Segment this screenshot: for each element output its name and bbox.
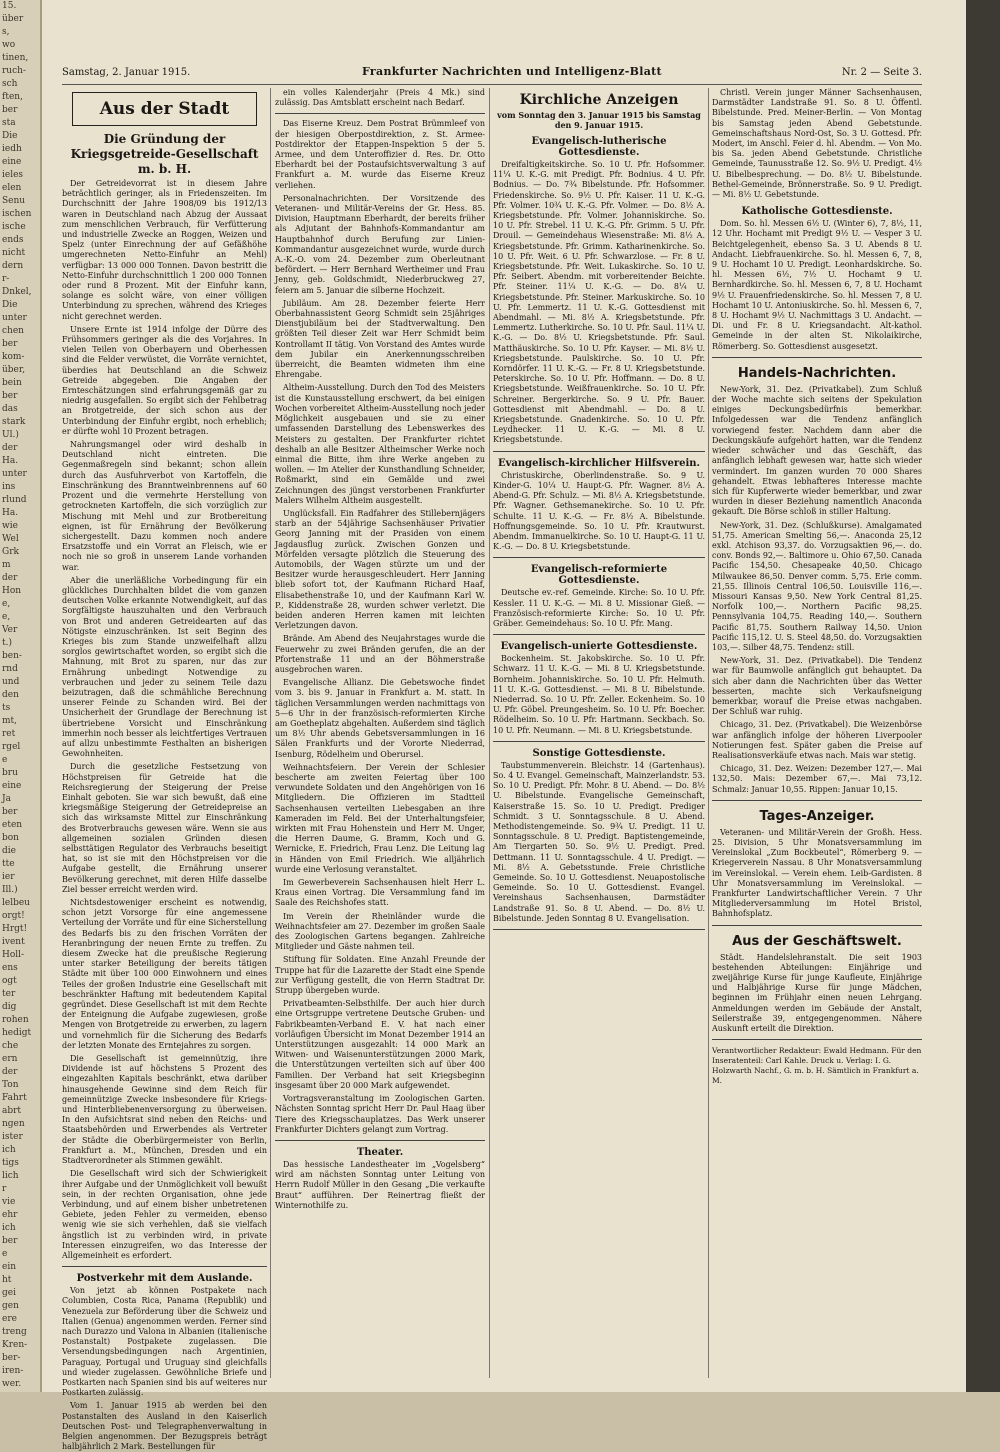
gutter-text-fragment: Kren- xyxy=(2,1340,28,1350)
left-page-gutter xyxy=(0,0,42,1392)
gutter-text-fragment: orgt! xyxy=(2,911,25,921)
section-title-aus-der-stadt: Aus der Stadt xyxy=(72,92,257,126)
gutter-text-fragment: Die xyxy=(2,300,18,310)
gutter-text-fragment: r- xyxy=(2,274,10,284)
page-header xyxy=(62,64,922,85)
gutter-text-fragment: ivent xyxy=(2,937,25,947)
divider xyxy=(275,113,485,114)
gutter-text-fragment: Die xyxy=(2,131,18,141)
gutter-text-fragment: Wel xyxy=(2,534,19,544)
business-news-body: Städt. Handelslehranstalt. Die seit 1903 bestehenden Abteilungen: Einjährige und zweijährige Kurse für junge Kaufleute, Einjährige und Halbjährige Kurse für junge Mädchen, beginnen im Frühjahr einen neuen Lehrgang. Anmeldungen werden im Gebäude der Anstalt, Seilerstraße 39, entgegengenommen. Nähere Auskunft erteilt die Direktion. xyxy=(712,952,922,1034)
gutter-text-fragment: Senu xyxy=(2,196,26,206)
gutter-text-fragment: lelbeu xyxy=(2,898,30,908)
gutter-text-fragment: Ul.) xyxy=(2,430,19,440)
gutter-text-fragment: ens xyxy=(2,963,18,973)
gutter-text-fragment: gen xyxy=(2,1301,19,1311)
paragraph: Unglücksfall. Ein Radfahrer des Stillebernjägers starb an der 54jährige Sachsenhäuser Privatier Georg Janning mit der Prasiden von einem Jagdausflug zurück. Zwischen Gonzen und Mörfelden versagte plötzlich die Steuerung des Automobils, der Wagen stürzte um und der Besitzer wurde herausgeschleudert. Herr Janning blieb sofort tot, der Kaufmann Richard Haaf, Elisabethenstraße 10, und der Kaufmann Karl W. P., Kiddenstraße 28, wurden schwer verletzt. Die beiden anderen Herren kamen mit leichten Verletzungen davon. xyxy=(275,508,485,631)
gutter-text-fragment: der xyxy=(2,1067,18,1077)
gutter-text-fragment: Ton xyxy=(2,1080,19,1090)
gutter-text-fragment: 15. xyxy=(2,1,17,11)
gutter-text-fragment: und xyxy=(2,677,20,687)
gutter-text-fragment: rgel xyxy=(2,742,21,752)
gutter-text-fragment: lich xyxy=(2,1171,19,1181)
gutter-text-fragment: tigs xyxy=(2,1158,19,1168)
paragraph: Von jetzt ab können Postpakete nach Columbien, Costa Rica, Panama (Republik) und Venezuela zur Beförderung über die Schweiz und Italien (Genua) angenommen werden. Ferner sind nach Durazzo und Valona in Albanien (italienische Postanstalt) Postpakete zugelassen. Die Versendungsbedingungen nach Argentinien, Paraguay, Portugal und Uruguay sind gleichfalls und wieder zugelassen. Gewöhnliche Briefe und Postkarten nach Spanien sind bis auf weiteres nur Postkarten zulässig. xyxy=(62,1286,267,1398)
divider xyxy=(493,741,705,742)
paragraph: Der Getreidevorrat ist in diesem Jahre beträchtlich geringer, als in Friedenszeiten. Im Durchschnitt der Jahre 1908/09 bis 1912/13 waren in Deutschland nach Abzug der Aussaat zum menschlichen Verbrauch, für Verfütterung und industrielle Zwecke an Roggen, Weizen und Spelz (unter Einrechnung der auf Gefäßhöhe umgerechneten Netto-Einfuhr an Mehl) verfügbar: 13 000 000 Tonnen. Davon bestritt die Netto-Einfuhr durchschnittlich 1 200 000 Tonnen oder rund 8 Prozent. Mit der Einfuhr kann, solange es solcht wäre, von einer völligen Unterbindung zu sprechen, während des Krieges nicht gerechnet werden. xyxy=(62,179,267,321)
divider xyxy=(62,1266,267,1267)
gutter-text-fragment: vie xyxy=(2,1197,16,1207)
church-section-listing: Christuskirche, Oberlindenstraße. So. 9 U. Kinder-G. 10¼ U. Haupt-G. Pfr. Wagner. 8½ A. Abend-G. Pfr. Schulz. — Mi. 8½ A. Kriegsbetstunde. Pfr. Wagner. Gethsemanekirche. So. 10 U. Pfr. Schulte. 11 U. K.-G. — Fr. 8½ A. Bibelstunde. Hoffnungsgemeinde. So. 10 U. Pfr. Krautwurst. Abendm. Immanuelkirche. So. 10 U. Haupt-G. 11 U. K.-G. — Do. 8 U. Kriegsbetstunde. xyxy=(493,470,705,552)
gutter-text-fragment: wie xyxy=(2,521,18,531)
gutter-text-fragment: tinen, xyxy=(2,53,29,63)
gutter-text-fragment: ischen xyxy=(2,209,32,219)
gutter-text-fragment: nicht xyxy=(2,248,26,258)
gutter-text-fragment: Hrgt! xyxy=(2,924,28,934)
gutter-text-fragment: e, xyxy=(2,612,11,622)
gutter-text-fragment: Grk xyxy=(2,547,19,557)
paragraph: Jubiläum. Am 28. Dezember feierte Herr Oberbahnassistent Georg Schmidt sein 25jähriges Dienstjubiläum bei der Stadtverwaltung. Den größten Teil dieser Zeit war Herr Schmidt beim Kontrollamt II tätig. Von Vorstand des Amtes wurde dem Jubilar ein Anerkennungsschreiben überreicht, die Beamten widmeten ihm eine Ehrengabe. xyxy=(275,298,485,380)
paragraph: Personalnachrichten. Der Vorsitzende des Veteranen- und Militär-Vereins der Gr. Hess. 85. Division, Hauptmann Eberhardt, der bereits früher als Adjutant der Bahnhofs-Kommandantur am Hauptbahnhof durch Berufung zur Linien-Kommandantur ausgezeichnet wurde, wurde durch A.-K.-O. vom 24. Dezember zum Oberleutnant befördert. — Herr Bernhard Wertheimer und Frau Jenny, geb. Goldschmidt, Niederbruckweg 27, feiern am 5. Januar die silberne Hochzeit. xyxy=(275,193,485,295)
column-rule xyxy=(270,88,271,1378)
gutter-text-fragment: tte xyxy=(2,859,15,869)
article-continuation: ein volles Kalenderjahr (Preis 4 Mk.) sind zulässig. Das Amtsblatt erscheint nach Bedarf. xyxy=(275,88,485,108)
church-section-headline: Evangelisch-unierte Gottesdienste. xyxy=(500,641,698,653)
gutter-text-fragment: r xyxy=(2,1184,7,1194)
gutter-text-fragment: über xyxy=(2,14,24,24)
article-body-postverkehr xyxy=(62,1286,267,1452)
divider xyxy=(712,925,922,926)
gutter-text-fragment: dig xyxy=(2,1002,17,1012)
gutter-text-fragment: mt, xyxy=(2,716,18,726)
church-section-headline: Evangelisch-lutherische Gottesdienste. xyxy=(531,136,667,158)
page-number: Nr. 2 — Seite 3. xyxy=(841,67,922,78)
church-section-listing: Dreifaltigkeitskirche. So. 10 U. Pfr. Hofsommer. 11¼ U. K.-G. mit Predigt. Pfr. Bodnius. 4 U. Pfr. Bodnius. — Do. 7¾ Bibelstunde. Pfr. Hofsommer. Friedenskirche. So. 9½ U. Pfr. Kaiser. 11 U. K.-G. Pfr. Volmer. 10¾ U. K.-G. Pfr. Volmer. — Do. 8½ A. Kriegsbetstunde. Pfr. Volmer. Johanniskirche. So. 10 U. Pfr. Strebel. 11 U. K.-G. Pfr. Grimm. 5 U. Pfr. Drouil. — Gemeindehaus Wiesenstraße: Mi. 8½ A. Kriegsbetstunde. Pfr. Grimm. Katharinenkirche. So. 10 U. Pfr. Weit. 6 U. Pfr. Schwarzlose. — Fr. 8 U. Kriegsbetstunde. Pfr. Weit. Lukaskirche. So. 10 U. Pfr. Seibert. Abendm. mit vorbereitender Beichte. Pfr. Steiner. 11¼ U. K.-G. — Do. 8¼ U. Kriegsbetstunde. Pfr. Steiner. Markuskirche. So. 10 U. Pfr. Lemmertz. 11 U. K.-G. Gottesdienst mit Abendmahl. — Mi. 8½ A. Kriegsbetstunde. Pfr. Lemmertz. Lutherkirche. So. 10 U. Pfr. Saul. 11¼ U. K.-G. — Do. 8½ U. Kriegsbetstunde. Pfr. Saul. Matthäuskirche. So. 10 U. Pfr. Kayser. — Mi. 8½ U. Kriegsbetstunde. Paulskirche. So. 10 U. Pfr. Korndörfer. 11 U. K.-G. — Fr. 8 U. Kriegsbetstunde. Peterskirche. So. 10 U. Pfr. Hoffmann. — Do. 8 U. Kriegsbetstunde. Weißfrauenkirche. So. 10 U. Pfr. Schreiner. Bergerkirche. So. 9 U. Pfr. Bauer. Gottesdienst mit Abendmahl. — Do. 8 U. Kriegsbetstunde. Gnadenkirche. So. 10 U. Pfr. Leydhecker. 11 U. K.-G. — Mi. 8 U. Kriegsbetstunde. xyxy=(493,160,705,445)
gutter-text-fragment: stark xyxy=(2,417,26,427)
gutter-text-fragment: e xyxy=(2,1249,8,1259)
gutter-text-fragment: unter xyxy=(2,313,27,323)
gutter-text-fragment: ier xyxy=(2,872,15,882)
church-notices-continuation: Christl. Verein junger Männer Sachsenhausen, Darmstädter Landstraße 91. So. 8 U. Öffentl. Bibelstunde. Pred. Meiner-Berlin. — Von Montag bis Samstag jeden Abend Gebetstunde. Gemeinschaftshaus Nord-Ost, So. 3 U. Gottesd. Pfr. Modert, im Anschl. Feier d. hl. Abendm. — Von Mo. bis Sa. jeden Abend Gebetstunde. Christliche Gemeinde, Taunusstraße 12. So. 9½ U. Predigt. 4½ U. Bibelbesprechung. — Do. 8½ U. Bibelstunde. Bethel-Gemeinde, Brönnerstraße. So. 9 U. Predigt. — Mi. 8½ U. Gebetstunde. xyxy=(712,88,922,200)
church-section-headline: Evangelisch-reformierte Gottesdienste. xyxy=(530,564,668,587)
gutter-text-fragment: ruch- xyxy=(2,66,26,76)
gutter-text-fragment: ht xyxy=(2,1275,12,1285)
gutter-text-fragment: eten xyxy=(2,820,23,830)
paragraph: Stiftung für Soldaten. Eine Anzahl Freunde der Truppe hat für die Lazarette der Stadt eine Spende zur Verfügung gestellt, die von Herrn Stadtrat Dr. Strupp übergeben wurde. xyxy=(275,955,485,996)
gutter-text-fragment: Dnkel, xyxy=(2,287,32,297)
gutter-text-fragment: Holl- xyxy=(2,950,25,960)
gutter-text-fragment: ister xyxy=(2,1132,23,1142)
column-rule xyxy=(489,88,490,1378)
gutter-text-fragment: ber xyxy=(2,807,18,817)
gutter-text-fragment: elen xyxy=(2,183,22,193)
gutter-text-fragment: rlund xyxy=(2,495,27,505)
paragraph: Aber die unerläßliche Vorbedingung für ein glückliches Durchhalten bildet die vom ganzen deutschen Volke erkannte Notwendigkeit, auf das Sorgfältigste hauszuhalten und den Verbrauch von Brot und anderen Getreidearten auf das Nötigste einzuschränken. Ist seit Beginn des Krieges bis zum Stande unzweifelhaft allzu sorglos gewirtschaftet worden, so ergibt sich die Mahnung, mit Brot zu sparen, nur das zur Ernährung unbedingt Notwendige zu verbrauchen und jeder zu seinem Teile dazu beizutragen, daß die schmähliche Berechnung unserer Feinde zu Schanden wird. Bei der Unsicherheit der Grundlage der Berechnung ist übertriebene Vorsicht und Einschränkung immerhin noch besser als leichtfertiges Vertrauen auf allzu unbestimmte Festhalten an bisherigen Gewohnheiten. xyxy=(62,575,267,759)
trade-news-body xyxy=(712,385,922,795)
market-report: New-York, 31. Dez. (Schlußkurse). Amalgamated 51,75. American Smelting 56,—. Anaconda 25,12 exkl. Atchison 93,37. do. Vorzugsaktien 96,—. do. conv. Bonds 92,—. Baltimore u. Ohio 67,50. Canada Pacific 154,50. Chesapeake 40,50. Chicago Milwaukee 86,50. Denver comm. 5,75. Erie comm. 21,55. Illinois Central 106,50. Louisville 116,—. Missouri Kansas 9,50. New York Central 81,25. Norfolk 100,—. Northern Pacific 98,25. Pennsylvania 104,75. Reading 140,—. Southern Pacific 81,75. Southern Railway 14,50. Union Pacific 115,12. U. S. Steel 48,50. do. Vorzugsaktien 103,—. Silber 48,75. Tendenz: still. xyxy=(712,520,922,652)
article-headline-postverkehr: Postverkehr mit dem Auslande. xyxy=(76,1273,253,1285)
church-notices-body xyxy=(493,136,705,930)
church-section-headline: Sonstige Gottesdienste. xyxy=(532,747,666,759)
column-2 xyxy=(275,88,485,1378)
column-3 xyxy=(493,88,705,1378)
gutter-text-fragment: ngen xyxy=(2,1119,25,1129)
church-notices-subtitle: vom Sonntag den 3. Januar 1915 bis Samstag den 9. Januar 1915. xyxy=(497,110,701,130)
gutter-text-fragment: ret xyxy=(2,729,16,739)
gutter-text-fragment: Ha. xyxy=(2,508,19,518)
gutter-text-fragment: ogt xyxy=(2,976,17,986)
gutter-text-fragment: gei xyxy=(2,1288,16,1298)
gutter-text-fragment: treng xyxy=(2,1327,27,1337)
gutter-text-fragment: dern xyxy=(2,261,24,271)
gutter-text-fragment: wer. xyxy=(2,1379,22,1389)
gutter-text-fragment: eine xyxy=(2,157,22,167)
header-date: Samstag, 2. Januar 1915. xyxy=(62,67,191,78)
paragraph: Vortragsveranstaltung im Zoologischen Garten. Nächsten Sonntag spricht Herr Dr. Paul Haag über Tiere des Kriegsschauplatzes. Das Werk unserer Frankfurter Dichters gelangt zum Vortrag. xyxy=(275,1094,485,1134)
paragraph: Das hessische Landestheater im „Vogelsberg“ wird am nächsten Sonntag unter Leitung von Herrn Rudolf Müller in den Gesang „Die verkaufte Braut“ aufführen. Der Reinertrag fließt der Winternothilfe zu. xyxy=(275,1159,485,1210)
trade-news-headline: Handels-Nachrichten. xyxy=(737,365,897,381)
paragraph: Durch die gesetzliche Festsetzung von Höchstpreisen für Getreide hat die Reichsregierung der Steigerung der Preise Einhalt geboten. Sie war sich bewußt, daß eine kriegsmäßige Steigerung der Getreidepreise an sich das wirksamste Mittel zur Einschränkung des Brotverbrauchs gewesen wäre. Wenn sie aus allgemeinen sozialen Gründen diesen selbsttätigen Regulator des Verbrauchs beseitigt hat, so ist sie mit den Höchstpreisen vor die Aufgabe gestellt, die Ernährung unserer Bevölkerung gerechnet, mit deren Hilfe dasselbe Ziel besser erreicht werden wird. xyxy=(62,762,267,894)
gutter-text-fragment: eine xyxy=(2,781,22,791)
gutter-text-fragment: ends xyxy=(2,235,24,245)
paragraph: Altheim-Ausstellung. Durch den Tod des Meisters ist die Kunstausstellung erschwert, da bei einigen Wochen vorbereitet Altheim-Ausstellung noch jeder Möglichkeit ausgebauen und sie zu einer umfassenden Darstellung des Lebenswerkes des Meisters zu gestalten. Der Frankfurter richtet deshalb an alle Besitzer Altheimscher Werke noch einmal die Bitte, ihm ihre Werke angeben zu wollen. — Im Atelier der Kunsthandlung Schneider, Roßmarkt, sind ein Gemälde und zwei Zeichnungen des jüngst verstorbenen Frankfurter Malers Wilhelm Altheim ausgestellt. xyxy=(275,383,485,505)
gutter-text-fragment: ben- xyxy=(2,651,22,661)
gutter-text-fragment: Ja xyxy=(2,794,11,804)
gutter-text-fragment: der xyxy=(2,573,18,583)
gutter-text-fragment: ber xyxy=(2,391,18,401)
gutter-text-fragment: ere xyxy=(2,1314,17,1324)
gutter-text-fragment: Ver xyxy=(2,625,18,635)
gutter-text-fragment: abrt xyxy=(2,1106,22,1116)
gutter-text-fragment: bon xyxy=(2,833,19,843)
column-rule xyxy=(708,88,709,1378)
paragraph: Unsere Ernte ist 1914 infolge der Dürre des Frühsommers geringer als die des Vorjahres. In vielen Teilen von Oberbayern und Oberhessen sind die Felder verwüstet, die Vorräte vernichtet, überdies hat Deutschland an die Schweiz Getreide abgegeben. Die Angaben der Ernteschätzungen sind erfahrungsgemäß gar zu niedrig ausgefallen. So ergibt sich der Fehlbetrag an Brotgetreide, der sich schon aus der Unterbindung der Einfuhr ergibt, noch erheblich; er dürfte wohl 10 Prozent betragen. xyxy=(62,324,267,436)
paragraph: Nichtsdestoweniger erscheint es notwendig, schon jetzt Vorsorge für eine angemessene Verteilung der Vorräte und für eine Sicherstellung des Bedarfs bis zu den frischen Vorräten der Heranbringung der neuen Ernte zu treffen. Zu diesem Zwecke hat die preußische Regierung unter starker Beteiligung der bereits tätigen Städte mit über 100 000 Einwohnern und eines Teiles der großen Industrie eine Gesellschaft mit beschränkter Haftung mit bedeutendem Kapital gegründet. Diese Gesellschaft ist mit dem Rechte der Enteignung die Aufgabe zugewiesen, große Mengen von Brotgetreide zu erwerben, zu lagern und vornehmlich für die Sicherung des Bedarfs der letzten Monate des Erntejahres zu sorgen. xyxy=(62,898,267,1050)
gutter-text-fragment: Fahrt xyxy=(2,1093,27,1103)
divider xyxy=(275,1140,485,1141)
gutter-text-fragment: sta xyxy=(2,118,16,128)
gutter-text-fragment: ische xyxy=(2,222,26,232)
paragraph: Die Gesellschaft wird sich der Schwierigkeit ihrer Aufgabe und der Unmöglichkeit voll bewußt sein, in der rechten Organisation, ohne jede Verbindung, und auf einem bisher unbetretenen Gebiete, jeden Fehler zu vermeiden, ebenso wenig wie sie sich verhehlen, daß sie vielfach ängstlich ist zu verbinden wird, in private Interessen einzugreifen, wo das Interesse der Allgemeinheit es erfordert. xyxy=(62,1169,267,1260)
paragraph: Weihnachtsfeiern. Der Verein der Schlesier bescherte am zweiten Feiertag über 100 verwundete Soldaten und den Angehörigen von 16 Mitgliedern. Die Offizieren im Stadtteil Sachsenhausen verteilten Liebesgaben an ihre Kameraden im Feld. Bei der Unterhaltungsfeier, wirkten mit Frau Hohenstein und Herr M. Unger, die Herren Daume, G. Bramm, Koch und G. Wernicke, E. Friedrich, Frau Lenz. Die Leitung lag in Händen von Emil Friedrich. Wie alljährlich wurde eine Verlosung veranstaltet. xyxy=(275,762,485,874)
gutter-text-fragment: ter xyxy=(2,989,16,999)
gutter-text-fragment: bru xyxy=(2,768,18,778)
gutter-text-fragment: ehr xyxy=(2,1210,18,1220)
gutter-text-fragment: s, xyxy=(2,27,10,37)
gutter-text-fragment: iedh xyxy=(2,144,22,154)
gutter-text-fragment: e, xyxy=(2,599,11,609)
theater-headline: Theater. xyxy=(356,1146,404,1158)
gutter-text-fragment: che xyxy=(2,1041,19,1051)
imprint: Verantwortlicher Redakteur: Ewald Hedmann. Für den Inseratenteil: Carl Kahle. Druck u. Verlag: I. G. Holzwarth Nachf., G. m. b. H. Sämtlich in Frankfurt a. M. xyxy=(712,1046,922,1086)
column-1 xyxy=(62,88,267,1452)
gutter-text-fragment: das xyxy=(2,404,18,414)
paragraph: Vom 1. Januar 1915 ab werden bei den Postanstalten des Ausland in den Kaiserlich Deutschen Post- und Telegraphenverwaltung in Belgien angenommen. Der Bezugspreis beträgt halbjährlich 2 Mark. Bestellungen für xyxy=(62,1401,267,1452)
local-news-body xyxy=(275,119,485,1135)
gutter-text-fragment: ber xyxy=(2,1236,18,1246)
daily-notices-headline: Tages-Anzeiger. xyxy=(759,808,875,824)
gutter-text-fragment: ber xyxy=(2,105,18,115)
gutter-text-fragment: ts xyxy=(2,703,11,713)
paragraph: Privatbeamten-Selbsthilfe. Der auch hier durch eine Ortsgruppe vertretene Deutsche Gruben- und Fabrikbeamten-Verband E. V. hat nach einer vorläufigen Übersicht im Monat Dezember 1914 an Unterstützungen ausgezahlt: 14 000 Mark an Witwen- und Waisenunterstützungen 2000 Mark, die Unterstützungen verteilten sich auf über 400 Familien. Der Verband hat seit Kriegsbeginn insgesamt über 20 000 Mark aufgewendet. xyxy=(275,999,485,1090)
church-section-headline: Evangelisch-kirchlicher Hilfsverein. xyxy=(497,457,701,469)
gutter-text-fragment: ich xyxy=(2,1145,16,1155)
gutter-text-fragment: ften, xyxy=(2,92,23,102)
gutter-text-fragment: bein xyxy=(2,378,22,388)
gutter-text-fragment: rnd xyxy=(2,664,18,674)
church-section-listing: Bockenheim. St. Jakobskirche. So. 10 U. Pfr. Schwarz. 11 U. K.-G. — Mi. 8 U. Kriegsbetstunde. Bornheim. Johanniskirche. So. 10 U. Pfr. Helmuth. 11 U. K.-G. Gottesdienst. — Mi. 8 U. Bibelstunde. Niederrad. So. 10 U. Pfr. Zeller. Eckenheim. So. 10 U. Pfr. Göbel. Preungesheim. So. 10 U. Pfr. Boecher. Rödelheim. So. 10 U. Pfr. Hartmann. Seckbach. So. 10 U. Pfr. Neumann. — Mi. 8 U. Kriegsbetstunde. xyxy=(493,654,705,735)
article-headline: Die Gründung der Kriegsgetreide-Gesellschaft m. b. H. xyxy=(70,132,259,176)
market-report: Chicago, 31. Dez. (Privatkabel). Die Weizenbörse war anfänglich infolge der höheren Liverpooler Notierungen fest. Später gaben die Preise auf Realisationsverkäufe etwas nach. Mais war stetig. xyxy=(712,720,922,760)
paragraph: Brände. Am Abend des Neujahrstages wurde die Feuerwehr zu zwei Bränden gerufen, die an der Pfortenstraße 11 und an der Böhmerstraße ausgebrochen waren. xyxy=(275,634,485,674)
gutter-text-fragment: die xyxy=(2,846,16,856)
gutter-text-fragment: t.) xyxy=(2,638,12,648)
scan-border xyxy=(966,0,1000,1392)
market-report: New-York, 31. Dez. (Privatkabel). Die Tendenz war für Baumwolle anfänglich gut behauptet. Da sich aber dann die Nachrichten über das Wetter besserten, machte sich Verkaufsneigung bemerkbar, worauf die Preise etwas nachgaben. Der Schluß war ruhig. xyxy=(712,656,922,717)
gutter-text-fragment: sch xyxy=(2,79,18,89)
divider xyxy=(712,357,922,358)
paragraph: Das Eiserne Kreuz. Dem Postrat Brümmleef von der hiesigen Oberpostdirektion, z. St. Armee-Postdirektor der Etappen-Inspektion 5 der 5. Armee, und dem Unteroffizier d. Res. Dr. Otto Eberhardt bei der Postaufsichtsverwaltung 3 auf Frankfurt a. M. wurde das Eiserne Kreuz verliehen. xyxy=(275,119,485,190)
divider xyxy=(493,929,705,930)
gutter-text-fragment: ber xyxy=(2,339,18,349)
catholic-services-body: Dom. So. hl. Messen 6½ U. (Winter 6), 7, 8½, 11, 12 Uhr. Hochamt mit Predigt 9½ U. — Vesper 3 U. Beichtgelegenheit, ebenso Sa. 3 U. Abends 8 U. Andacht. Liebfrauenkirche. So. hl. Messen 6, 7, 8, 9 U. Hochamt 10 U. Predigt. Leonhardskirche. So. hl. Messen 6½, 7½ U. Hochamt 9 U. Bernhardkirche. So. hl. Messen 6, 7, 8 U. Hochamt 9½ U. Frauenfriedenskirche. So. hl. Messen 7, 8 U. Hochamt 10 U. Antoniuskirche. So. hl. Messen 6, 7, 8 U. Hochamt 9½ U. Nachmittags 3 U. Andacht. — Di. und Fr. 8 U. Kriegsandacht. Alt-kathol. Gemeinde in der alten St. Nikolaikirche, Römerberg. So. Gottesdienst ausgesetzt. xyxy=(712,219,922,351)
gutter-text-fragment: hedigt xyxy=(2,1028,32,1038)
divider xyxy=(712,800,922,801)
gutter-text-fragment: chen xyxy=(2,326,24,336)
gutter-text-fragment: der xyxy=(2,443,18,453)
gutter-text-fragment: unter xyxy=(2,469,27,479)
paragraph: Nahrungsmangel oder wird deshalb in Deutschland nicht eintreten. Die Gegenmaßregeln sind bekannt; schon allein durch das Ausfuhrverbot von Kartoffeln, die Einschränkung des Branntweinbrennens auf 60 Prozent und die vermehrte Herstellung von getrockneten Kartoffeln, die sich vorzüglich zur Mischung mit Mehl und zur Brotbereitung eignen, ist für Ernährung der Bevölkerung sichergestellt. Dazu kommen noch andere Ersatzstoffe und ein Vorrat an Fleisch, wie er noch nie so groß in unserem Lande vorhanden war. xyxy=(62,440,267,572)
masthead: Frankfurter Nachrichten und Intelligenz-Blatt xyxy=(362,65,662,78)
gutter-text-fragment: rohen xyxy=(2,1015,29,1025)
gutter-text-fragment: m xyxy=(2,560,11,570)
gutter-text-fragment: ich xyxy=(2,1223,16,1233)
paragraph: Im Verein der Rheinländer wurde die Weihnachtsfeier am 27. Dezember im großen Saale des Zoologischen Gartens begangen. Zahlreiche Mitglieder und Gäste nahmen teil. xyxy=(275,911,485,952)
catholic-services-headline: Katholische Gottesdienste. xyxy=(741,206,893,218)
church-section-listing: Taubstummenverein. Bleichstr. 14 (Gartenhaus). So. 4 U. Evangel. Gemeinschaft, Mainzerlandstr. 53. So. 10 U. Predigt. Pfr. Mohr. 8 U. Abend. — Do. 8½ U. Bibelstunde. Evangelische Gemeinschaft, Kaiserstraße 15. So. 10 U. Predigt. Prediger Schmidt. 3 U. Sonntagsschule. 8 U. Abend. Methodistengemeinde. So. 9¾ U. Predigt. 11 U. Sonntagsschule. 8 U. Predigt. Baptistengemeinde, Am Tiergarten 50. So. 9½ U. Predigt. Pred. Dettmann. 11 U. Sonntagsschule. 4 U. Predigt. — Mi. 8½ A. Gebetsstunde. Freie Christliche Gemeinde. So. 10 U. Gottesdienst. Neuapostolische Gemeinde. So. 10 U. Gottesdienst. Evangel. Vereinshaus Sachsenhausen, Darmstädter Landstraße 91. So. 8 U. Abend. — Do. 8½ U. Bibelstunde. Jeden Sonntag 8 U. Evangelisation. xyxy=(493,760,705,923)
gutter-text-fragment: über, xyxy=(2,365,26,375)
divider xyxy=(493,557,705,558)
divider xyxy=(493,451,705,452)
column-4 xyxy=(712,88,922,1378)
business-news-headline: Aus der Geschäftswelt. xyxy=(732,933,902,949)
gutter-text-fragment: iren- xyxy=(2,1366,24,1376)
divider xyxy=(493,634,705,635)
gutter-text-fragment: ein xyxy=(2,1262,17,1272)
article-body xyxy=(62,179,267,1261)
market-report: Chicago, 31. Dez. Weizen: Dezember 127,—. Mai 132,50. Mais: Dezember 67,—. Mai 73,12. Schmalz: Januar 10,55. Rippen: Januar 10,15. xyxy=(712,764,922,794)
gutter-text-fragment: ins xyxy=(2,482,16,492)
gutter-text-fragment: wo xyxy=(2,40,16,50)
gutter-text-fragment: ber- xyxy=(2,1353,21,1363)
paragraph: Im Gewerbeverein Sachsenhausen hielt Herr L. Kraus einen Vortrag. Die Versammlung fand im Saale des Reichshofes statt. xyxy=(275,878,485,908)
paragraph: Evangelische Allianz. Die Gebetswoche findet vom 3. bis 9. Januar in Frankfurt a. M. statt. In täglichen Versammlungen werden nachmittags von 5—6 Uhr in der französisch-reformierten Kirche am Goetheplatz abgehalten. Außerdem sind täglich um 8½ Uhr abends Gebetsversammlungen in 16 Sälen Frankfurts und der Vororte Niederrad, Isenburg, Rödelheim und Oberursel. xyxy=(275,678,485,759)
divider xyxy=(712,1039,922,1040)
gutter-text-fragment: ieles xyxy=(2,170,24,180)
gutter-text-fragment: Ha. xyxy=(2,456,19,466)
paragraph: Die Gesellschaft ist gemeinnützig, ihre Dividende ist auf höchstens 5 Prozent des eingezahlten Kapitals beschränkt, etwa darüber hinausgehende Gewinne sind dem Reich für gemeinnützige Zwecke insbesondere für Kriegs- und Hinterbliebenenversorgung zu überweisen. In den Aufsichtsrat sind neben den Reichs- und Staatsbehörden und Erwerbendes als Vertreter der Städte die Oberbürgermeister von Berlin, Frankfurt a. M., München, Dresden und ein Stadtverordneter als Stimmen gewählt. xyxy=(62,1054,267,1166)
church-notices-title: Kirchliche Anzeigen xyxy=(519,92,679,108)
gutter-text-fragment: Ill.) xyxy=(2,885,18,895)
daily-notices-body: Veteranen- und Militär-Verein der Großh. Hess. 25. Division, 5 Uhr Monatsversammlung im Vereinslokal „Zum Bockbeutel“, Römerberg 9. — Kriegerverein Nassau. 8 Uhr Monatsversammlung im Vereinslokal. — Verein ehem. Leib-Gardisten. 8 Uhr Monatsversammlung im Vereinslokal. — Frankfurter Landwirtschaftlicher Verein. 7 Uhr Mitgliederversammlung im Hotel Bristol, Bahnhofsplatz. xyxy=(712,827,922,919)
theater-body xyxy=(275,1160,485,1211)
gutter-text-fragment: kom- xyxy=(2,352,25,362)
gutter-text-fragment: Hon xyxy=(2,586,22,596)
market-report: New-York, 31. Dez. (Privatkabel). Zum Schluß der Woche machte sich seitens der Spekulation einiges Deckungsbedürfnis bemerkbar. Infolgedessen war die Tendenz anfänglich vorwiegend fester. Nachdem dann aber die Deckungskäufe aufgehört hatten, war die Tendenz wieder schwächer und das Geschäft, das anfänglich lebhaft gewesen war, hatte sich wieder vermindert. Im ganzen wurden 70 000 Shares gehandelt. Etwas lebhafteres Interesse machte sich für Kupferwerte wieder bemerkbar, und zwar wurden in dieser Beziehung namentlich Anaconda gekauft. Die Börse schloß in stiller Haltung. xyxy=(712,384,922,517)
gutter-text-fragment: ern xyxy=(2,1054,18,1064)
gutter-text-fragment: den xyxy=(2,690,19,700)
church-section-listing: Deutsche ev.-ref. Gemeinde. Kirche: So. 10 U. Pfr. Kessler. 11 U. K.-G. — Mi. 8 U. Missionar Gieß. — Französisch-reformierte Kirche: So. 10 U. Pfr. Gräber. Gemeindehaus: So. 10 U. Pfr. Mang. xyxy=(493,588,705,628)
gutter-text-fragment: e xyxy=(2,755,8,765)
